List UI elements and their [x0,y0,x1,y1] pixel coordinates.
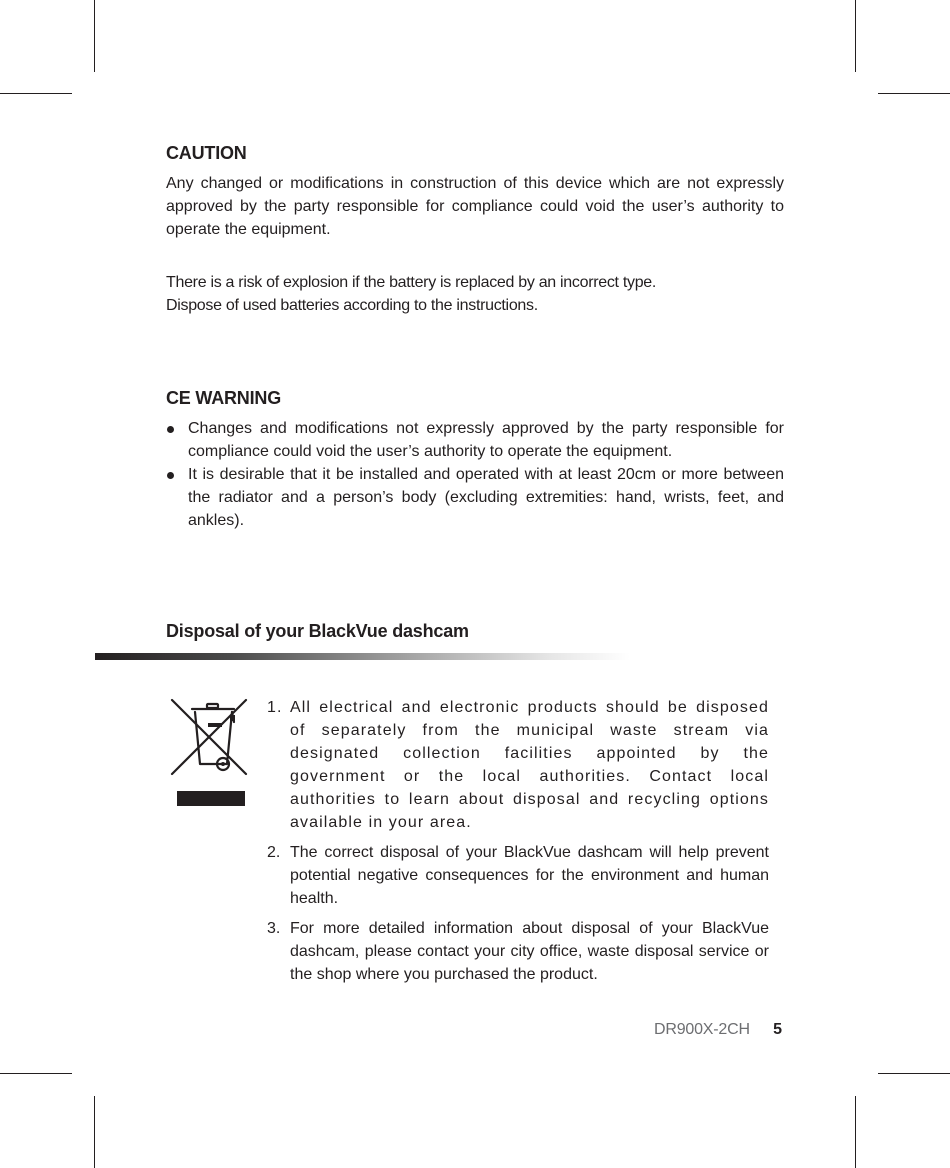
list-number: 2. [267,844,281,861]
crop-mark [878,93,950,94]
list-item [166,417,784,463]
caution-section [166,143,784,317]
crop-mark [94,0,95,72]
crossed-out-wheelie-bin-icon [168,696,250,791]
ce-warning-section [166,388,784,532]
disposal-heading: Disposal of your BlackVue dashcam [166,621,469,641]
crop-mark [855,0,856,72]
caution-heading: CAUTION [166,143,247,163]
crop-mark [0,93,72,94]
ce-warning-heading: CE WARNING [166,388,282,408]
crop-mark [0,1073,72,1074]
page-number: 5 [773,1021,782,1038]
bullet-icon [167,472,174,479]
list-item-text: Changes and modifications not expressly approved by the party responsible for compliance could void the user’s authority to operate the equipment. [188,420,784,460]
disposal-list [266,696,769,993]
list-item-text: The correct disposal of your BlackVue dashcam will help prevent potential negative consequences for the environment and human health. [290,844,769,907]
crop-mark [878,1073,950,1074]
list-item [266,917,769,986]
crop-mark [855,1096,856,1168]
list-item-text: It is desirable that it be installed and operated with at least 20cm or more between the radiator and a person’s body (excluding extremities: hand, wrists, feet, and ankles). [188,466,784,529]
list-item [266,696,769,834]
bullet-icon [167,426,174,433]
section-divider [95,653,630,660]
weee-bar [177,791,245,806]
ce-warning-list [166,417,784,532]
caution-paragraph: Any changed or modifications in construction of this device which are not expressly approved by the party responsible for compliance could void the user’s authority to operate the equipment. [166,175,784,238]
list-number: 3. [267,920,281,937]
disposal-section [166,621,784,642]
battery-warning-line: There is a risk of explosion if the battery is replaced by an incorrect type. [166,274,657,291]
list-item-text: All electrical and electronic products should be disposed of separately from the municipal waste stream via designated collection facilities appointed by the government or the local authorities. Contact local authorities to learn about disposal and recycling options available in your area. [290,699,769,831]
list-item [166,463,784,532]
list-number: 1. [267,699,283,716]
crop-mark [94,1096,95,1168]
weee-symbol [168,696,248,808]
battery-warning-line: Dispose of used batteries according to the instructions. [166,297,538,314]
list-item-text: For more detailed information about disposal of your BlackVue dashcam, please contact your city office, waste disposal service or the shop where you purchased the product. [290,920,769,983]
battery-warning [166,271,784,317]
page-footer [654,1019,784,1041]
list-item [266,841,769,910]
model-name: DR900X-2CH [654,1021,750,1038]
